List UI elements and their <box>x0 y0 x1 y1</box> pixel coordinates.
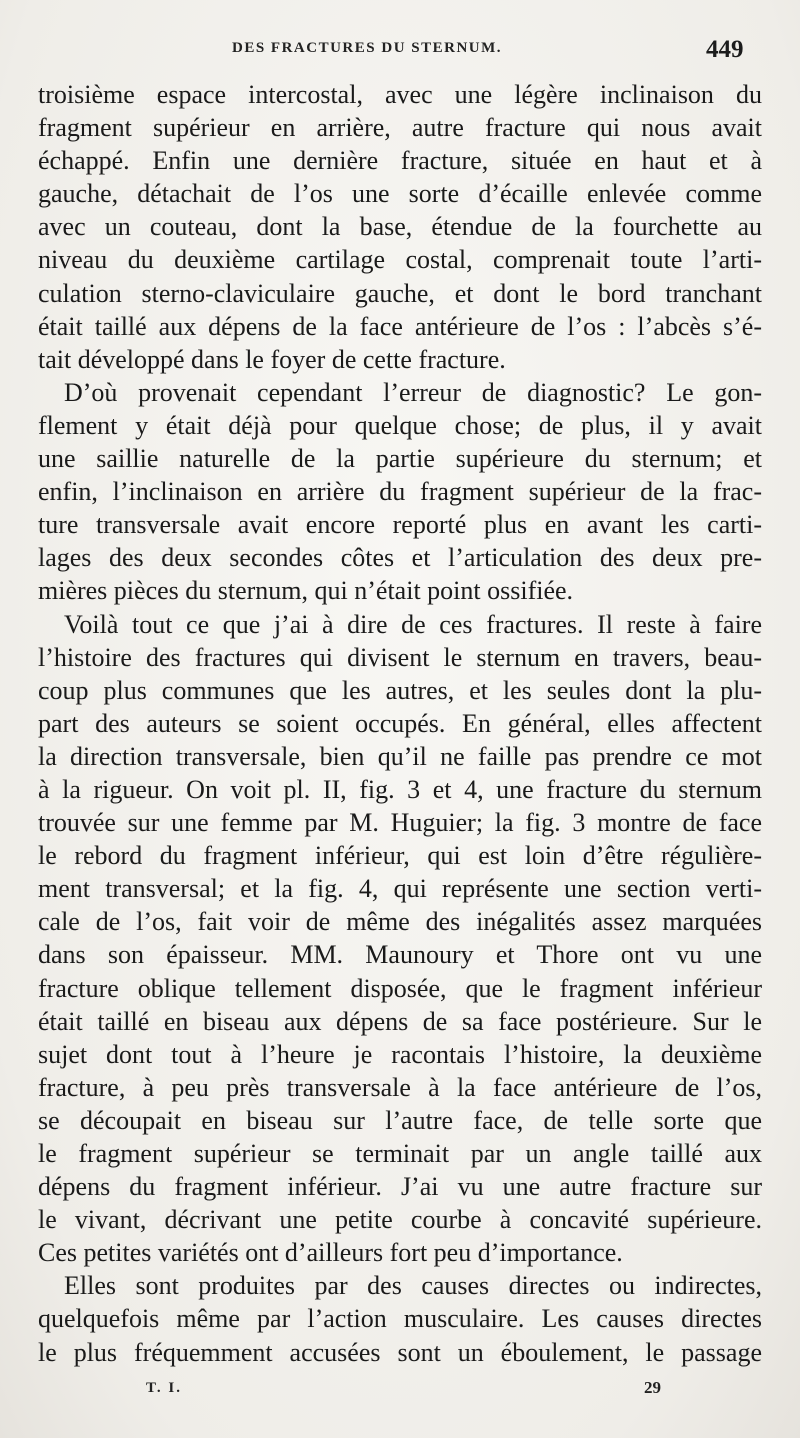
body-text <box>38 78 762 1369</box>
text-line: dans son épaisseur. MM. Maunoury et Thore ont vu une <box>38 940 762 970</box>
text-line: fracture oblique tellement disposée, que le fragment inférieur <box>38 973 762 1003</box>
text-line: une saillie naturelle de la partie supérieure du sternum; et <box>38 444 762 474</box>
text-line: part des auteurs se soient occupés. En général, elles affectent <box>38 708 762 738</box>
page-number: 449 <box>706 36 744 63</box>
text-line: était taillé aux dépens de la face antérieure de l’os : l’abcès s’é- <box>38 311 762 341</box>
text-line: sujet dont tout à l’heure je racontais l’histoire, la deuxième <box>38 1039 762 1069</box>
text-line: le rebord du fragment inférieur, qui est loin d’être régulière- <box>38 841 762 871</box>
text-line: l’histoire des fractures qui divisent le sternum en travers, beau- <box>38 642 762 672</box>
text-line: à la rigueur. On voit pl. II, fig. 3 et 4, une fracture du sternum <box>38 774 762 804</box>
running-head <box>0 36 800 66</box>
text-line: cale de l’os, fait voir de même des inégalités assez marquées <box>38 907 762 937</box>
text-line: tait développé dans le foyer de cette fracture. <box>38 344 506 374</box>
text-line: mières pièces du sternum, qui n’était point ossifiée. <box>38 576 574 606</box>
text-line: quelquefois même par l’action musculaire. Les causes directes <box>38 1304 762 1334</box>
signature-mark: 29 <box>644 1378 661 1397</box>
text-line: le vivant, décrivant une petite courbe à concavité supérieure. <box>38 1205 762 1235</box>
text-line: trouvée sur une femme par M. Huguier; la fig. 3 montre de face <box>38 808 762 838</box>
text-line: était taillé en biseau aux dépens de sa face postérieure. Sur le <box>38 1006 762 1036</box>
text-line: avec un couteau, dont la base, étendue de la fourchette au <box>38 212 762 242</box>
text-line: flement y était déjà pour quelque chose; de plus, il y avait <box>38 410 762 440</box>
text-line: enfin, l’inclinaison en arrière du fragment supérieur de la frac- <box>38 477 762 507</box>
text-line: Voilà tout ce que j’ai à dire de ces fractures. Il reste à faire <box>64 609 762 639</box>
text-line: Elles sont produites par des causes directes ou indirectes, <box>64 1271 762 1301</box>
text-line: dépens du fragment inférieur. J’ai vu une autre fracture sur <box>38 1172 762 1202</box>
page-footer <box>0 1376 800 1406</box>
text-line: gauche, détachait de l’os une sorte d’écaille enlevée comme <box>38 179 762 209</box>
text-line: le fragment supérieur se terminait par un angle taillé aux <box>38 1139 762 1168</box>
text-line: troisième espace intercostal, avec une légère inclinaison du <box>38 80 762 109</box>
text-line: ment transversal; et la fig. 4, qui représente une section verti- <box>38 874 762 904</box>
text-line: se découpait en biseau sur l’autre face, de telle sorte que <box>38 1105 762 1135</box>
volume-mark: T. I. <box>146 1380 182 1396</box>
text-line: ture transversale avait encore reporté plus en avant les carti- <box>38 510 762 540</box>
text-line: fracture, à peu près transversale à la face antérieure de l’os, <box>38 1072 762 1102</box>
text-line: fragment supérieur en arrière, autre fracture qui nous avait <box>38 113 762 143</box>
text-line: Ces petites variétés ont d’ailleurs fort peu d’importance. <box>38 1238 623 1268</box>
running-title: DES FRACTURES DU STERNUM. <box>232 40 503 56</box>
text-line: D’où provenait cependant l’erreur de diagnostic? Le gon- <box>64 377 762 407</box>
text-line: lages des deux secondes côtes et l’articulation des deux pre- <box>38 543 762 573</box>
text-line: la direction transversale, bien qu’il ne faille pas prendre ce mot <box>38 741 762 771</box>
text-line: niveau du deuxième cartilage costal, comprenait toute l’arti- <box>38 245 762 275</box>
text-line: culation sterno-claviculaire gauche, et dont le bord tranchant <box>38 278 762 308</box>
text-line: échappé. Enfin une dernière fracture, située en haut et à <box>38 146 762 176</box>
text-line: le plus fréquemment accusées sont un éboulement, le passage <box>38 1337 762 1367</box>
text-line: coup plus communes que les autres, et les seules dont la plu- <box>38 675 762 705</box>
